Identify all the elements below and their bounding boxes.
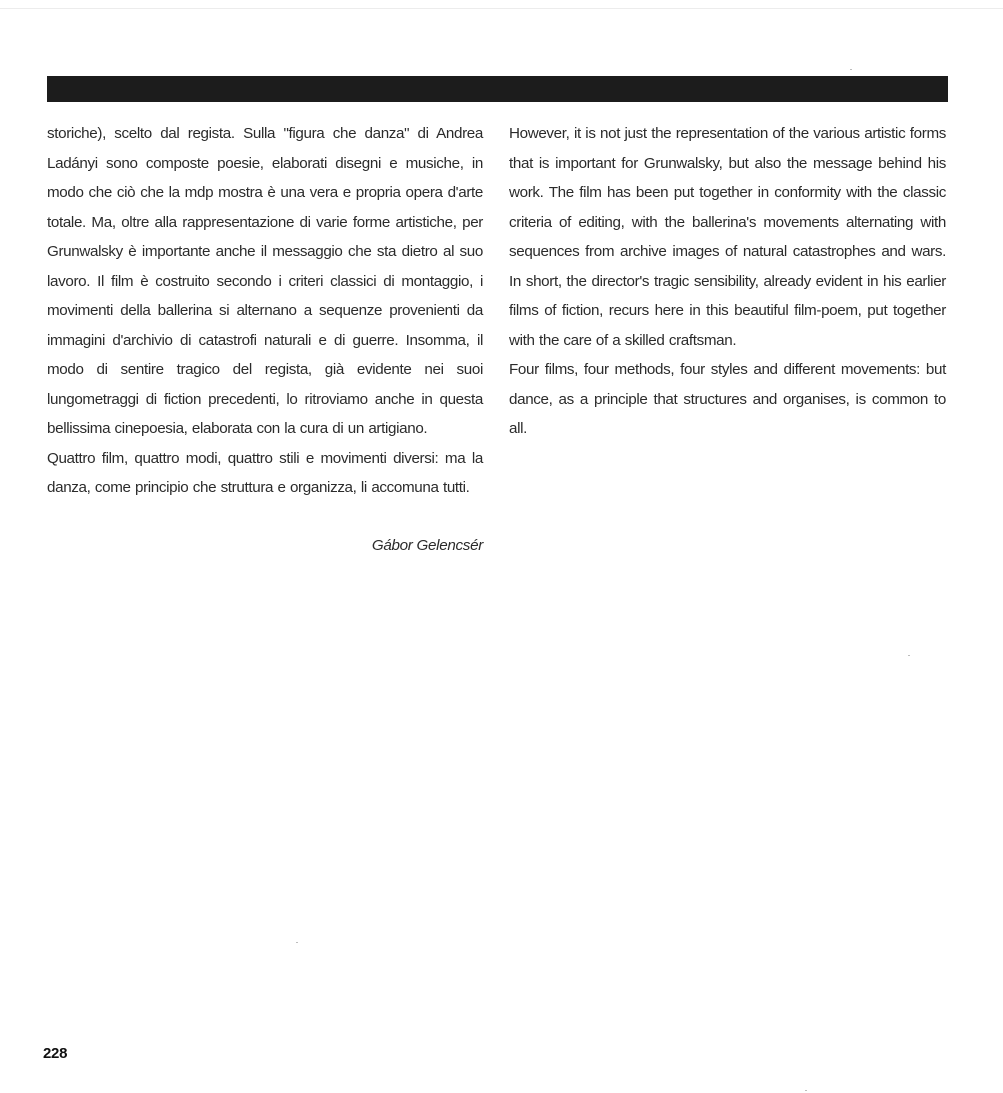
italian-text-column (47, 119, 483, 503)
scan-speck (805, 1090, 807, 1091)
author-signature: Gábor Gelencsér (371, 537, 483, 554)
english-paragraph-2: Four films, four methods, four styles and different movements: but dance, as a principle that structures and organises, is common to all. (509, 361, 946, 437)
header-bar (47, 76, 948, 102)
scan-speck (850, 69, 852, 70)
italian-paragraph-2: Quattro film, quattro modi, quattro stili e movimenti diversi: ma la danza, come principio che struttura e organizza, li accomuna tutti. (47, 449, 483, 496)
scan-speck (296, 942, 298, 943)
scan-speck (908, 655, 910, 656)
italian-paragraph-1: storiche), scelto dal regista. Sulla "figura che danza" di Andrea Ladányi sono composte poesie, elaborati disegni e musiche, in modo che ciò che la mdp mostra è una vera e propria opera d'arte totale. Ma, oltre alla rappresentazione di varie forme artistiche, per Grunwalsky è importante anche il messaggio che sta dietro al suo lavoro. Il film è costruito secondo i criteri classici di montaggio, i movimenti della ballerina si alternano a sequenze provenienti da immagini d'archivio di catastrofi naturali e di guerre. Insomma, il modo di sentire tragico del regista, già evidente nei suoi lungometraggi di fiction precedenti, lo ritroviamo anche in questa bellissima cinepoesia, elaborata con la cura di un artigiano. (47, 125, 483, 437)
top-edge-rule (0, 8, 1003, 9)
page-number: 228 (43, 1045, 68, 1062)
english-text-column (509, 119, 946, 444)
english-paragraph-1: However, it is not just the representation of the various artistic forms that is important for Grunwalsky, but also the message behind his work. The film has been put together in conformity with the classic criteria of editing, with the ballerina's movements alternating with sequences from archive images of natural catastrophes and wars. In short, the director's tragic sensibility, already evident in his earlier films of fiction, recurs here in this beautiful film-poem, put together with the care of a skilled craftsman. (509, 125, 946, 349)
